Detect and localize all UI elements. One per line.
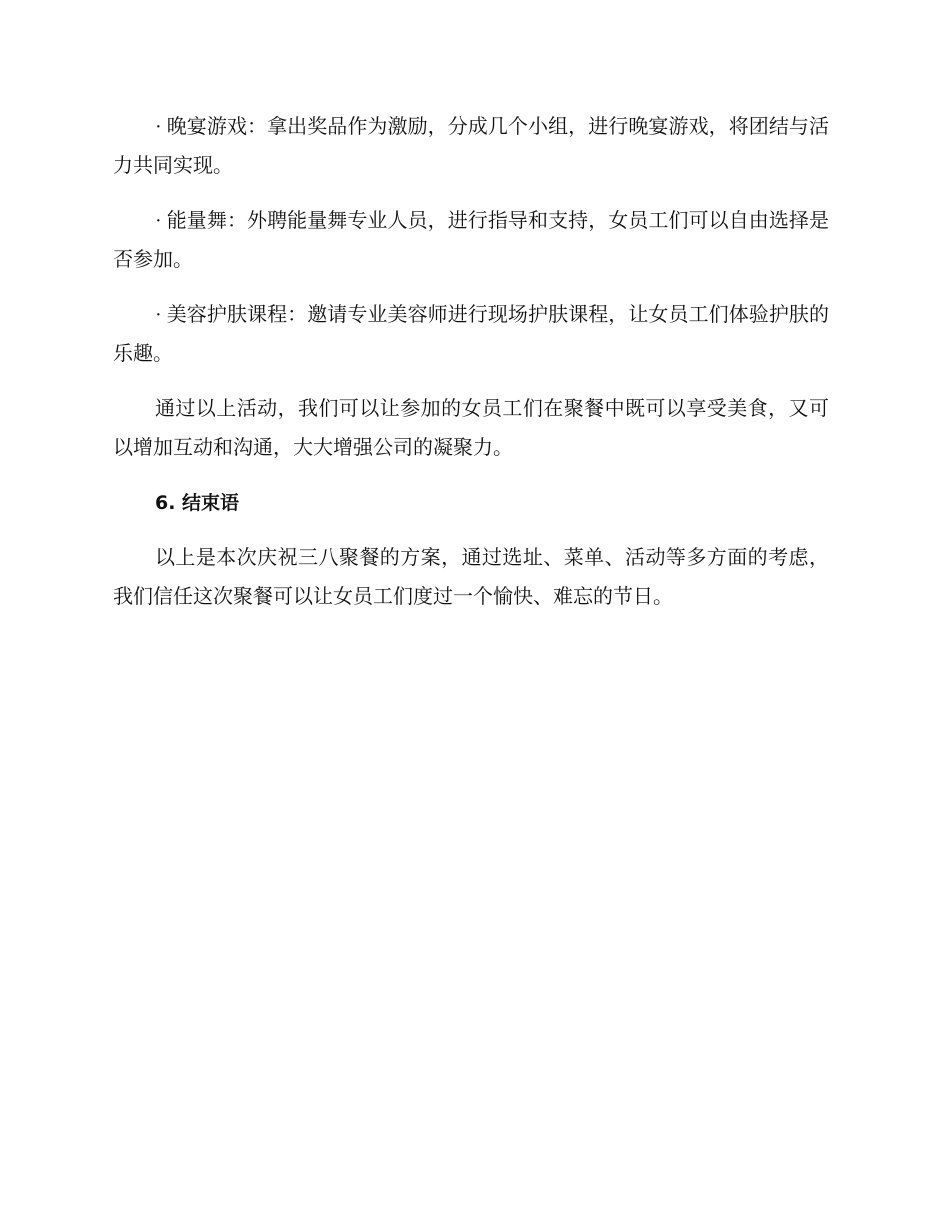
- document-body: [113, 108, 829, 633]
- bullet-dinner-game: · 晚宴游戏：拿出奖品作为激励，分成几个小组，进行晚宴游戏，将团结与活力共同实现。: [113, 116, 829, 177]
- bullet-skincare-course: · 美容护肤课程：邀请专业美容师进行现场护肤课程，让女员工们体验护肤的乐趣。: [113, 304, 829, 365]
- activities-summary-paragraph: 通过以上活动，我们可以让参加的女员工们在聚餐中既可以享受美食，又可以增加互动和沟通，大大增强公司的凝聚力。: [113, 398, 829, 459]
- bullet-energy-dance: · 能量舞：外聘能量舞专业人员，进行指导和支持，女员工们可以自由选择是否参加。: [113, 210, 829, 271]
- closing-paragraph: 以上是本次庆祝三八聚餐的方案，通过选址、菜单、活动等多方面的考虑，我们信任这次聚餐可以让女员工们度过一个愉快、难忘的节日。: [113, 547, 829, 608]
- section-heading: 6. 结束语: [155, 492, 240, 514]
